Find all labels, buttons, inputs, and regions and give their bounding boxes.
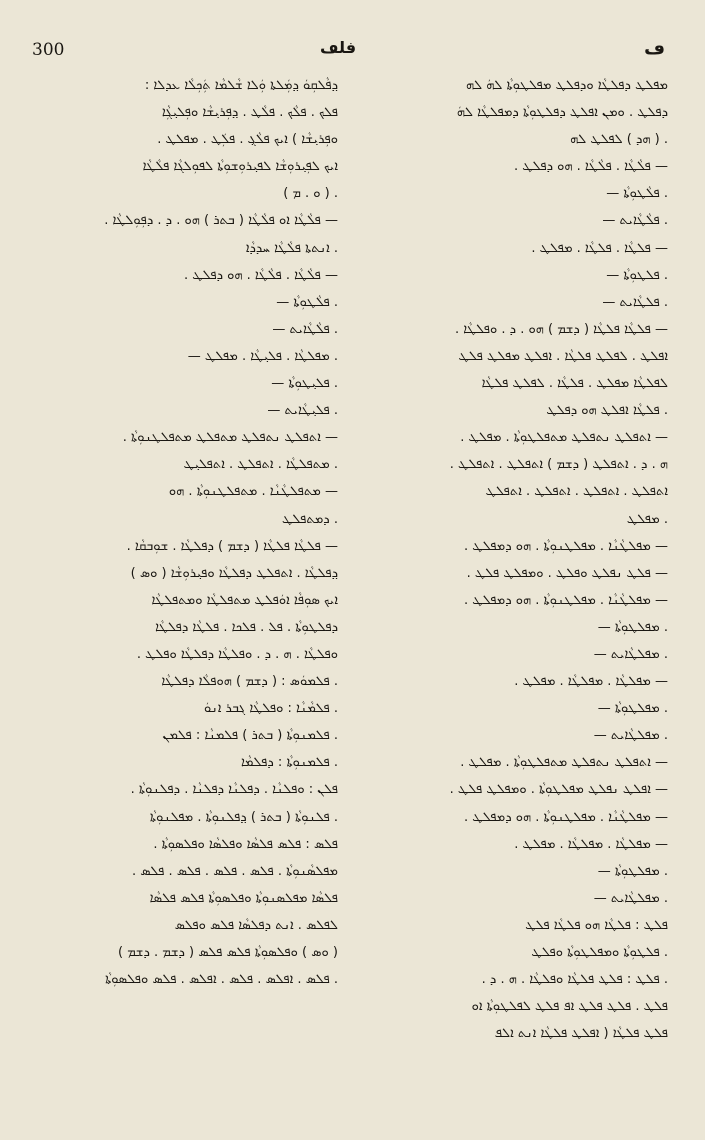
- entry-line: ܕܦܠܛ . ܘܡܢ ܐܦܠܛ ܕܦܠܛܘܼܬܵܐ ܕܡܦܠܛܵܐ ܠܗܿ: [456, 105, 668, 121]
- page-number: 300: [32, 40, 65, 60]
- entry-line: . ܦܠܣ . ܐܦܠܣ . ܦܠܣ . ܐܦܠܣ . ܦܠܣ ܘܦܠܣܘܼܬܵܐ: [105, 972, 338, 988]
- entry-line: . ( ܗܕ ) ܠܦܠܛ ܠܗ: [570, 132, 668, 148]
- running-head: فلڡ: [320, 38, 357, 57]
- entry-line: ܡܦܠܛ ܕܦܠܛܵܐ ܘܕܦܠܛ ܡܦܠܛܘܼܬܵܐ ܠܗܿ ܠܗ: [466, 78, 668, 93]
- entry-line: . ܡܬܦܠܛܵܐ . ܐܬܦܠܛ . ܐܬܦܠܝ݂ܛ: [183, 457, 338, 473]
- entry-line: . ܡܦܠܛܘܼܬܵܐ —: [597, 619, 668, 635]
- entry-line: . ܡܦܠܛ: [626, 511, 668, 527]
- entry-line: — ܐܬܦܠܛ ܢܬܦܠܛ ܡܬܦܠܛ ܡܬܦܠܛܢܘܼܬܵܐ .: [122, 430, 338, 446]
- entry-line: — ܡܦܠܛܵܐ . ܡܦܠܛܵܐ . ܡܦܠܛ .: [514, 836, 668, 852]
- entry-line: — ܦܠܛ ܢܦܠܛ ܘܦܠܛ . ܘܡܦܠܛ ܦܠܛ .: [466, 565, 668, 581]
- entry-line: — ܦܠܵܛܵܐ . ܦܠܵܛܵܐ . ܗܘ ܕܦܠܛ .: [183, 267, 338, 283]
- entry-line: . ܦܠܵܛܵܐܝܬ —: [602, 213, 668, 229]
- entry-line: . ܦܠܝ݂ܛܵܐܝܬ —: [267, 403, 338, 419]
- entry-line: — ܡܦܠܛܵܢܵܐ . ܡܦܠܛܢܘܼܬܵܐ . ܗܘ ܕܡܦܠܛ .: [464, 538, 668, 554]
- entry-line: . ܦܠܛ : ܦܠܛ ܦܠܛܵܐ ܘܦܠܛܵܐ . ܗ . ܕ .: [481, 972, 668, 988]
- entry-line: ܕ݂ܦܠܛܵܐ . ܐܬܦܠܛ ܕܦܠܛܵܐ ܘܦܝ݂ܪܘܼܫܵܐ ( ܘܣ ): [130, 565, 338, 581]
- entry-line: . ܡܦܠܛܵܐ . ܦܠܝ݂ܛܵܐ . ܡܦܠܛ —: [187, 348, 338, 364]
- entry-line: — ܦܠܵܛܵܐ . ܦܠܵܛܵܐ . ܗܘ ܕܦܠܛ .: [513, 159, 668, 175]
- entry-line: . ܦܠܡܢܘܼܬܵܐ ( ܒܬܪ ) ܦܠܡܢܵܐ : ܦܠܡܢ: [162, 728, 338, 744]
- entry-line: — ܦܠܛܵܐ . ܦܠܛܵܐ . ܡܦܠܛ .: [531, 240, 668, 256]
- entry-line: . ( ܘ . ܡ ): [283, 186, 338, 202]
- entry-line: ܐܝܟ ܣܘܼܦܵܐ ܐܘܿܦܠܛ ܡܬܦܠܛܵܐ ܘܡܬܦܠܛܵܐ: [151, 592, 338, 608]
- left-column: [28, 72, 338, 993]
- entry-line: . ܦܠܛܵܐ ܐܦܠܛ ܗܘ ܕܦܠܛ: [546, 403, 668, 419]
- entry-line: . ܦܠܛܘܼܬܵܐ —: [606, 267, 668, 283]
- entry-line: ܦܠܛ : ܦܠܛܵܐ ܗܘ ܦܠܛܵܐ ܦܠܛ: [525, 917, 668, 933]
- entry-line: — ܐܦܠܛ ܢܦܠܛ ܡܦܠܛܘܼܬܵܐ . ܘܡܦܠܛ ܦܠܛ .: [449, 782, 668, 798]
- entry-line: ܕܦܠܛܘܼܬܵܐ . ܦܠ . ܦܠܟܐ . ܦܠܛܵܐ ܕܦܠܛܵܐ: [155, 619, 338, 635]
- entry-line: . ܦܠܵܛܘܼܬܵܐ —: [276, 294, 338, 310]
- entry-line: ܦܠܢ : ܘܦܠܢܵܐ . ܕܦܠܢܵܐ ܕܦܠܢܵܐ . ܕܦܠܢܘܼܬܵܐ .: [130, 782, 338, 798]
- entry-line: ܘܦܠܛܵܐ . ܗ . ܕ . ܘܦܠܛܵܐ ܕܦܠܛܵܐ ܘܦܠܛ .: [136, 646, 338, 662]
- entry-line: . ܦܠܝ݂ܛܘܼܬܵܐ —: [271, 376, 338, 392]
- entry-line: . ܕܡܬܦܠܛ: [281, 511, 338, 527]
- entry-line: ܦܠܣ : ܦܠܣ ܦܠܣܵܐ ܘܦܠܣܵܐ ܘܦܠܣܘܼܬܵܐ .: [153, 836, 338, 852]
- entry-line: . ܡܦܠܛܘܼܬܵܐ —: [597, 863, 668, 879]
- entry-line: . ܦܠܛܵܐܝܬ —: [602, 294, 668, 310]
- entry-line: ܠܦܠܛܵܐ ܡܦܠܛ . ܦܠܛܵܐ . ܠܦܠܛ ܦܠܛܵܐ: [481, 376, 668, 392]
- entry-line: . ܦܠܢܘܼܬܵܐ ( ܒܬܪ ) ܕ݂ܦܠܢܘܼܬܵܐ . ܡܦܠܢܘܼܬܵܐ: [149, 809, 338, 825]
- section-letter: ڡ: [644, 38, 665, 59]
- entry-line: ܕ݂ܦܵܠܩܼܘܿ ܕ݂ܡܲܠܬܐ ܘܲܠܐ ܫܵܠܡܵܐ ܬܲܟܼܠܵܐ ܥܕܠܐ :: [144, 78, 338, 93]
- entry-line: ܠܦܠܣ . ܐܢܬ ܕܦܠܣܵܐ ܦܠܣ ܘܦܠܣ: [174, 917, 338, 933]
- right-column: [358, 72, 668, 1047]
- entry-line: . ܦܠܡܘܿܣ : ( ܕܫܡ ) ܗܘܦܠܵܐ ܕܦܠܛܵܐ: [161, 674, 338, 690]
- entry-line: — ܦܠܵܛܵܐ ܐܘ ܦܠܵܛܵܐ ( ܒܬܪ ) ܗܘ . ܕ . ܕܦܼܘܼܠܛܵܐ .: [104, 213, 338, 229]
- entry-line: . ܡܦܠܛܘܼܬܵܐ —: [597, 701, 668, 717]
- entry-line: . ܡܦܠܛܵܐܝܬ —: [593, 728, 668, 744]
- entry-line: ( ܘܣ ) ܘܦܠܣܘܼܬܵܐ ܦܠܣ ܦܠܣ ( ܕܫܡ . ܕܫܡ ): [118, 945, 338, 960]
- entry-line: ܗ . ܕ . ܐܬܦܠܛ ( ܕܫܡ ) ܐܬܦܠܛ . ܐܬܦܠܛ .: [449, 457, 668, 473]
- entry-line: — ܐܬܦܠܛ ܢܬܦܠܛ ܡܬܦܠܛܘܼܬܵܐ . ܡܦܠܛ .: [460, 755, 668, 771]
- entry-line: . ܡܦܠܛܵܐܝܬ —: [593, 646, 668, 662]
- entry-line: — ܦܠܛܵܐ ܦܠܛܵܐ ( ܕܫܡ ) ܕܦܠܛܵܐ . ܫܘܼܒܩܵܐ .: [126, 538, 338, 554]
- entry-line: ܦܠܛ . ܦܠܛ ܦܠܛ ܐܦ ܦܠܛ ܠܦܠܛܘܼܬܵܐ ܐܘ: [471, 999, 668, 1015]
- entry-line: ܐܬܦܠܛ . ܐܬܦܠܛ . ܐܬܦܠܛ . ܐܬܦܠܛ: [485, 484, 668, 500]
- entry-line: ܘܦܼܪܝ݂ܫܵܐ ) ܐܝܟ ܦܠܵܓ݂ . ܦܠܲܛ . ܡܦܠܛ .: [157, 132, 338, 148]
- entry-line: . ܦܠܛܘܼܬܵܐ ܘܡܦܠܛܘܼܬܵܐ ܘܦܠܛ: [531, 945, 668, 960]
- entry-line: ܦܠܣܵܐ ܡܦܠܣܢܘܼܬܵܐ ܘܦܠܣܘܼܬܵܐ ܦܠܣ ܦܠܣܵܐ: [149, 890, 338, 906]
- entry-line: — ܦܠܛܵܐ ܦܠܛܵܐ ( ܕܫܡ ) ܗܘ . ܕ . ܘܦܠܛܵܐ .: [454, 321, 668, 337]
- entry-line: . ܦܠܡܵܢܵܐ : ܘܦܠܛܵܐ ܓܒܪ ܐܢܘܿ: [203, 701, 338, 717]
- entry-line: . ܦܠܡܢܘܼܬܵܐ : ܕܦܠܡܵܐ: [241, 755, 338, 771]
- entry-line: ܐܦܠܛ . ܠܦܠܛ ܦܠܛܵܐ . ܐܦܠܛ ܡܦܠܛ ܦܠܛ: [458, 348, 668, 364]
- entry-line: . ܡܦܠܛܵܐܝܬ —: [593, 890, 668, 906]
- entry-line: — ܐܬܦܠܛ ܢܬܦܠܛ ܡܬܦܠܛܘܼܬܵܐ . ܡܦܠܛ .: [460, 430, 668, 446]
- entry-line: — ܡܦܠܛܵܢܵܐ . ܡܦܠܛܢܘܼܬܵܐ . ܗܘ ܕܡܦܠܛ .: [464, 592, 668, 608]
- entry-line: . ܦܠܵܛܘܼܬܵܐ —: [606, 186, 668, 202]
- entry-line: . ܐܢܬܬܐ ܦܠܵܛܵܐ ܚܕܕܵܐ: [245, 240, 338, 256]
- entry-line: — ܡܦܠܛܵܐ . ܡܦܠܛܵܐ . ܡܦܠܛ .: [514, 674, 668, 690]
- entry-line: — ܡܦܠܛܵܢܵܐ . ܡܦܠܛܢܘܼܬܵܐ . ܗܘ ܕܡܦܠܛ .: [464, 809, 668, 825]
- entry-line: — ܡܬܦܠܛܵܢܵܐ . ܡܬܦܠܛܢܘܼܬܵܐ . ܗܘ: [168, 484, 338, 500]
- entry-line: ܦܠܛ ܦܠܛܵܐ ( ܐܦܠܛ ܦܠܛܵܐ ܐܢܬ ܐܠܦ: [494, 1026, 668, 1042]
- entry-line: ܐܝܟ ܠܦܼܝ݂ܪܘܼܫܵܐ ܠܦܝ݂ܪܘܼܫܘܼܬܵܐ ܠܦܘܼܠܓܵܐ ܦܠܵܛܵܐ: [142, 159, 338, 175]
- entry-line: . ܦܠܵܛܵܐܝܬ —: [272, 321, 338, 337]
- entry-line: ܡܦܠܣܵܢܘܼܬܵܐ . ܦܠܣ . ܦܠܣ . ܦܠܣ . ܦܠܣ .: [131, 863, 338, 879]
- entry-line: ܦܠܟ . ܦܠܵܟ . ܦܠܵܛ . ܕ݂ܦܼܪܝ݂ܫܵܐ ܘܦܼܠܝ݂ܓܼܵܐ: [161, 105, 338, 121]
